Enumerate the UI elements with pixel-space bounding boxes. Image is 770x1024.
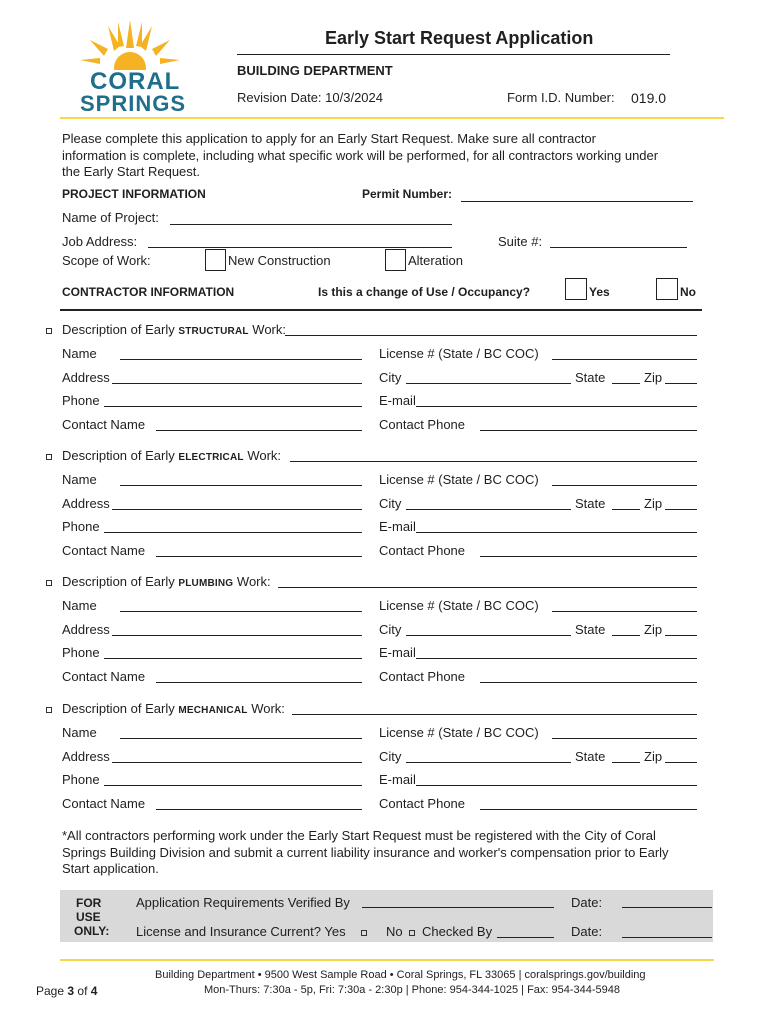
email-field[interactable] [416, 532, 697, 533]
license-current-label: License and Insurance Current? Yes [136, 924, 346, 939]
trade-description-field[interactable] [292, 714, 697, 715]
email-label: E-mail [379, 772, 416, 787]
contact-phone-field[interactable] [480, 809, 697, 810]
email-label: E-mail [379, 393, 416, 408]
trade-description-field[interactable] [285, 335, 697, 336]
zip-label: Zip [644, 496, 663, 511]
contractor-phone-label: Phone [62, 519, 100, 534]
work-suffix: Work: [252, 322, 287, 337]
verified-date-field[interactable] [622, 907, 712, 908]
office-use-label-1: FOR [76, 896, 102, 910]
contractor-contact-name-label: Contact Name [62, 796, 146, 811]
zip-field[interactable] [665, 383, 697, 384]
job-address-label: Job Address: [62, 234, 138, 249]
note-line-1: *All contractors performing work under the Early Start Request must be registered with the City of Coral [62, 828, 656, 843]
license-field[interactable] [552, 611, 697, 612]
trade-description-label [62, 322, 286, 337]
city-field[interactable] [406, 635, 571, 636]
contractor-contact-name-field[interactable] [156, 809, 362, 810]
contractor-address-label: Address [62, 496, 110, 511]
contractor-contact-name-label: Contact Name [62, 543, 146, 558]
license-label: License # (State / BC COC) [379, 598, 539, 613]
intro-line-3: the Early Start Request. [62, 164, 201, 179]
checked-date-label: Date: [571, 924, 603, 939]
city-label: City [379, 622, 402, 637]
alteration-label: Alteration [408, 253, 463, 268]
state-field[interactable] [612, 635, 640, 636]
state-label: State [575, 749, 606, 764]
trade-description-field[interactable] [278, 587, 697, 588]
contractor-phone-label: Phone [62, 645, 100, 660]
work-suffix: Work: [236, 574, 271, 589]
zip-label: Zip [644, 622, 663, 637]
page-number [36, 984, 97, 998]
zip-field[interactable] [665, 635, 697, 636]
license-no-checkbox[interactable] [409, 930, 415, 936]
city-label: City [379, 496, 402, 511]
intro-line-1: Please complete this application to apply for an Early Start Request. Make sure all contractor [62, 131, 596, 146]
contractor-name-label: Name [62, 346, 97, 361]
work-suffix: Work: [247, 448, 282, 463]
note-line-2: Springs Building Division and submit a current liability insurance and worker's compensation prior to Early [62, 845, 669, 860]
contact-phone-field[interactable] [480, 556, 697, 557]
title-rule [237, 54, 670, 55]
new-construction-label: New Construction [228, 253, 331, 268]
page-title: Early Start Request Application [325, 28, 594, 48]
project-name-field[interactable] [170, 224, 452, 225]
job-address-field[interactable] [148, 247, 452, 248]
email-label: E-mail [379, 519, 416, 534]
office-use-label-3: ONLY: [74, 924, 110, 938]
trade-description-label [62, 701, 285, 716]
email-field[interactable] [416, 658, 697, 659]
email-field[interactable] [416, 785, 697, 786]
contractor-phone-field[interactable] [104, 532, 362, 533]
checked-by-field[interactable] [497, 937, 554, 938]
project-name-label: Name of Project: [62, 210, 159, 225]
contractor-phone-label: Phone [62, 393, 100, 408]
license-yes-checkbox[interactable] [361, 930, 367, 936]
zip-field[interactable] [665, 762, 697, 763]
verified-by-field[interactable] [362, 907, 554, 908]
state-field[interactable] [612, 509, 640, 510]
page-total: 4 [90, 984, 98, 998]
license-label: License # (State / BC COC) [379, 472, 539, 487]
contact-phone-label: Contact Phone [379, 417, 466, 432]
change-no-checkbox[interactable] [656, 278, 678, 300]
contractor-contact-name-label: Contact Name [62, 417, 146, 432]
contact-phone-field[interactable] [480, 430, 697, 431]
zip-label: Zip [644, 370, 663, 385]
trade-name: PLUMBING [178, 578, 234, 589]
contractor-contact-name-label: Contact Name [62, 669, 146, 684]
state-field[interactable] [612, 762, 640, 763]
new-construction-checkbox[interactable] [205, 249, 226, 271]
contractor-name-field[interactable] [120, 738, 362, 739]
trade-bullet-3 [46, 707, 52, 713]
contractor-name-label: Name [62, 725, 97, 740]
note-line-3: Start application. [62, 861, 159, 876]
trade-description-label [62, 574, 271, 589]
verified-by-label: Application Requirements Verified By [136, 895, 350, 910]
coral-springs-logo [72, 18, 192, 118]
trade-bullet-0 [46, 328, 52, 334]
change-yes-label: Yes [589, 285, 610, 299]
footer-address: Building Department • 9500 West Sample Road • Coral Springs, FL 33065 | coralsprings.gov/building [155, 969, 646, 981]
contact-phone-label: Contact Phone [379, 543, 466, 558]
state-label: State [575, 370, 606, 385]
license-no-label: No [386, 924, 403, 939]
logo-text-springs: SPRINGS [80, 91, 187, 116]
page-prefix: Page [36, 984, 65, 998]
page-of: of [77, 984, 88, 998]
contractor-name-field[interactable] [120, 359, 362, 360]
logo-text-coral: CORAL [90, 68, 181, 95]
license-label: License # (State / BC COC) [379, 346, 539, 361]
trade-bullet-1 [46, 454, 52, 460]
desc-prefix: Description of Early [62, 448, 175, 463]
footer-hours: Mon-Thurs: 7:30a - 5p, Fri: 7:30a - 2:30p | Phone: 954-344-1025 | Fax: 954-344-5948 [204, 984, 621, 996]
desc-prefix: Description of Early [62, 574, 175, 589]
office-use-label-2: USE [76, 910, 101, 924]
change-of-use-question: Is this a change of Use / Occupancy? [318, 285, 531, 299]
city-field[interactable] [406, 762, 571, 763]
contractor-address-label: Address [62, 749, 110, 764]
email-field[interactable] [416, 406, 697, 407]
contractor-address-label: Address [62, 622, 110, 637]
revision-date: Revision Date: 10/3/2024 [237, 90, 383, 105]
license-field[interactable] [552, 738, 697, 739]
contractor-name-field[interactable] [120, 485, 362, 486]
city-label: City [379, 749, 402, 764]
checked-date-field[interactable] [622, 937, 712, 938]
state-label: State [575, 496, 606, 511]
city-field[interactable] [406, 383, 571, 384]
contact-phone-field[interactable] [480, 682, 697, 683]
permit-number-field[interactable] [461, 201, 693, 202]
contractor-address-field[interactable] [112, 635, 362, 636]
contractor-name-label: Name [62, 598, 97, 613]
page-current: 3 [67, 984, 75, 998]
change-no-label: No [680, 285, 696, 299]
trade-bullet-2 [46, 580, 52, 586]
trade-description-label [62, 448, 281, 463]
change-yes-checkbox[interactable] [565, 278, 587, 300]
contact-phone-label: Contact Phone [379, 796, 466, 811]
contractor-address-field[interactable] [112, 762, 362, 763]
project-info-heading: PROJECT INFORMATION [62, 187, 206, 201]
department-heading: BUILDING DEPARTMENT [237, 63, 393, 78]
contractor-info-heading: CONTRACTOR INFORMATION [62, 285, 235, 299]
contractor-address-label: Address [62, 370, 110, 385]
work-suffix: Work: [251, 701, 285, 716]
contractor-phone-label: Phone [62, 772, 100, 787]
city-field[interactable] [406, 509, 571, 510]
contractor-phone-field[interactable] [104, 406, 362, 407]
form-id-label: Form I.D. Number: [507, 90, 615, 105]
license-field[interactable] [552, 359, 697, 360]
license-label: License # (State / BC COC) [379, 725, 539, 740]
checked-by-label: Checked By [422, 924, 493, 939]
desc-prefix: Description of Early [62, 322, 175, 337]
contractor-contact-name-field[interactable] [156, 682, 362, 683]
state-label: State [575, 622, 606, 637]
permit-number-label: Permit Number: [362, 187, 453, 201]
contractor-name-field[interactable] [120, 611, 362, 612]
form-id-value: 019.0 [631, 90, 667, 106]
suite-field[interactable] [550, 247, 687, 248]
trade-name: STRUCTURAL [178, 326, 249, 337]
contractor-address-field[interactable] [112, 509, 362, 510]
email-label: E-mail [379, 645, 416, 660]
city-label: City [379, 370, 402, 385]
contractor-contact-name-field[interactable] [156, 430, 362, 431]
trade-description-field[interactable] [290, 461, 697, 462]
contractor-divider [60, 309, 702, 311]
contact-phone-label: Contact Phone [379, 669, 466, 684]
zip-label: Zip [644, 749, 663, 764]
alteration-checkbox[interactable] [385, 249, 406, 271]
scope-of-work-label: Scope of Work: [62, 253, 151, 268]
state-field[interactable] [612, 383, 640, 384]
header-divider [60, 117, 724, 119]
license-field[interactable] [552, 485, 697, 486]
contractor-address-field[interactable] [112, 383, 362, 384]
contractor-name-label: Name [62, 472, 97, 487]
trade-name: MECHANICAL [178, 705, 248, 716]
desc-prefix: Description of Early [62, 701, 175, 716]
trade-name: ELECTRICAL [178, 452, 244, 463]
zip-field[interactable] [665, 509, 697, 510]
contractor-contact-name-field[interactable] [156, 556, 362, 557]
footer-divider [60, 959, 714, 961]
contractor-phone-field[interactable] [104, 785, 362, 786]
verified-date-label: Date: [571, 895, 603, 910]
intro-line-2: information is complete, including what specific work will be performed, for all contractors working under [62, 148, 659, 163]
contractor-phone-field[interactable] [104, 658, 362, 659]
suite-label: Suite #: [498, 234, 543, 249]
